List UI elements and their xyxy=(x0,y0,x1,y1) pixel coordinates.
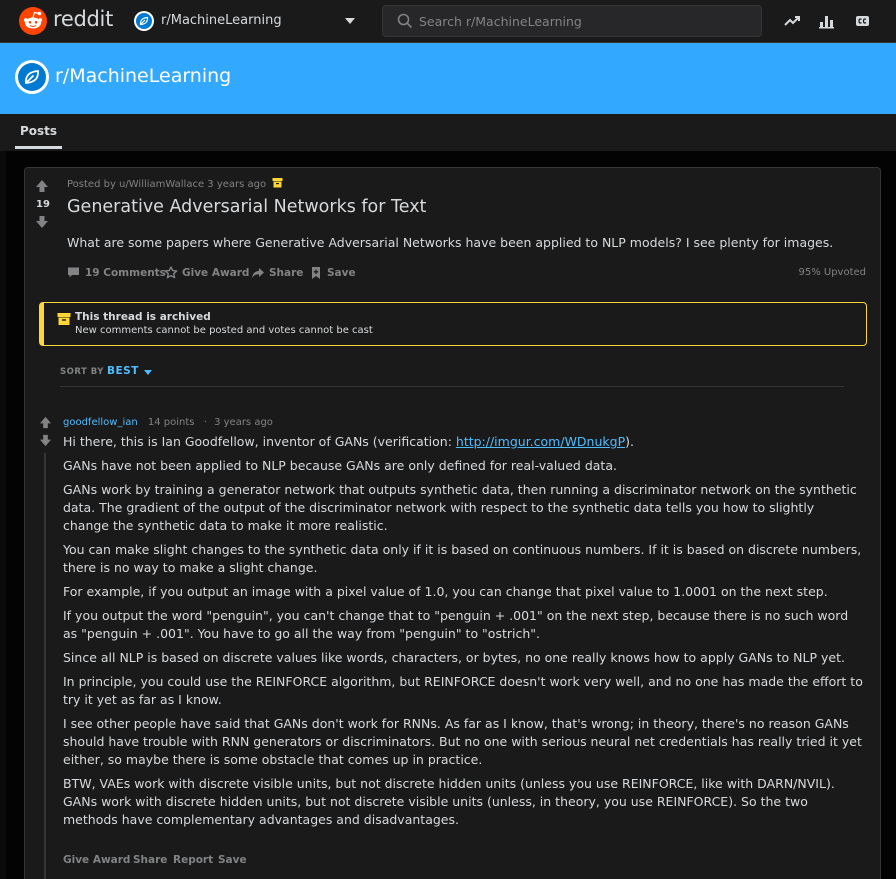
comment-paragraph: Since all NLP is based on discrete values like words, characters, or bytes, no one really knows how to apply GANs to NLP yet. xyxy=(63,650,845,665)
archived-notice xyxy=(39,302,867,346)
comment-share-button[interactable]: Share xyxy=(133,854,168,866)
subreddit-icon xyxy=(134,11,154,31)
award-icon xyxy=(164,266,178,280)
comment-upvote-arrow-icon[interactable] xyxy=(39,416,52,429)
comment-time: 3 years ago xyxy=(214,417,273,428)
post-title[interactable]: Generative Adversarial Networks for Text xyxy=(67,197,427,217)
search-bar[interactable] xyxy=(382,5,762,37)
comment-downvote-arrow-icon[interactable] xyxy=(39,434,52,447)
comment-paragraph: GANs work by training a generator network that outputs synthetic data, then running a discriminator network on the synthetic data. The gradient of the output of the discriminator network with respect to the synthetic data tells you how to slightly change the synthetic data to make it more realistic. xyxy=(63,482,857,533)
community-banner xyxy=(0,43,896,114)
meta-separator: · xyxy=(203,417,207,428)
downvote-arrow-icon[interactable] xyxy=(35,215,49,229)
share-icon xyxy=(251,266,265,280)
divider xyxy=(60,386,844,387)
verification-link[interactable]: http://imgur.com/WDnukgP xyxy=(455,434,626,449)
post-card: 19 Posted by u/WilliamWallace 3 years ago Generative Adversarial Networks for Text What are some papers where Generative Adversarial Networks have been applied to NLP models? I see plenty for images. 19 Comments Give Award Share Save 95% Upvoted This thread is archived New comments cannot be posted and votes cannot be cast SORT BY BEST goodfellow_ian 14 points · 3 years ago Hi there, this is Ian Goodfellow, inventor of GANs (verification: http://imgur.com/WDnukgP). GANs have not been applied to NLP because GANs are only defined for real-valued data. GANs work by training a generator network that outputs synthetic data, then running a discriminator network on the synthetic data. The gradient of the output of the discriminator network with respect to the synthetic data tells you how to slightly change the synthetic data to make it more realistic. You can make slight changes to the synthetic data only if it is based on continuous numbers. If it is based on discrete numbers, there is no way to make a slight change. For example, if you output an image with a pixel value of 1.0, you can change that pixel value to 1.0001 on the next step. If you output the word "penguin", you can't change that to "penguin + .001" on the next step, because there is no such word as "penguin + .001". You have to go all the way from "penguin" to "ostrich". Since all NLP is based on discrete values like words, characters, or bytes, no one really knows how to apply GANs to NLP yet. In principle, you could use the REINFORCE algorithm, but REINFORCE doesn't work very well, and no one has made the effort to try it yet as far as I know. I see other people have said that GANs don't work for RNNs. As far as I know, that's wrong; in theory, there's no reason GANs should have trouble with RNN generators or discriminators. But no one with serious neural net credentials has really tried it yet either, so maybe there is some obstacle that comes up in practice. BTW, VAEs work with discrete visible units, but not discrete hidden units (unless you use REINFORCE, like with DARN/NVIL). GANs work with discrete hidden units, but not discrete visible units (unless, in theory, you use REINFORCE). So the two methods have complementary advantages and disadvantages. Give Award Share Report Save xyxy=(24,167,881,879)
comment-paragraph: For example, if you output an image with a pixel value of 1.0, you can change that pixel value to 1.0001 on the next step. xyxy=(63,584,828,599)
comment-paragraph: In principle, you could use the REINFORCE algorithm, but REINFORCE doesn't work very well, and no one has made the effort to try it yet as far as I know. xyxy=(63,674,863,707)
comment-icon xyxy=(67,266,80,279)
archived-icon xyxy=(272,177,283,188)
community-selector-label: r/MachineLearning xyxy=(161,13,282,28)
reddit-wordmark[interactable]: reddit xyxy=(53,7,114,31)
background-strip xyxy=(0,151,6,879)
subreddit-icon xyxy=(15,60,49,94)
top-navigation-bar xyxy=(0,0,896,43)
comment-thread-line[interactable] xyxy=(44,453,46,879)
active-tab-indicator xyxy=(15,146,62,149)
search-icon xyxy=(397,13,413,29)
bookmark-icon xyxy=(310,266,322,280)
post-body: What are some papers where Generative Adversarial Networks have been applied to NLP models? I see plenty for images. xyxy=(67,235,834,250)
comment-author[interactable]: goodfellow_ian xyxy=(63,417,138,428)
comment-give-award-button[interactable]: Give Award xyxy=(63,854,131,866)
archived-title: This thread is archived xyxy=(75,311,211,323)
posted-by-text[interactable]: Posted by u/WilliamWallace 3 years ago xyxy=(67,179,267,190)
stats-icon[interactable] xyxy=(818,12,836,30)
community-tab-bar xyxy=(0,114,896,151)
comment-meta xyxy=(63,417,273,428)
comment-save-button[interactable]: Save xyxy=(218,854,247,866)
post-score: 19 xyxy=(36,199,50,210)
comment-paragraph: BTW, VAEs work with discrete visible units, but not discrete hidden units (unless you use REINFORCE, like with DARN/NVIL). GANs work with discrete hidden units, but not discrete visible units (unless, in theory, you use REINFORCE). So the two methods have complementary advantages and disadvantages. xyxy=(63,776,835,827)
archived-subtitle: New comments cannot be posted and votes cannot be cast xyxy=(75,325,373,336)
comment-points: 14 points xyxy=(147,417,195,428)
community-selector[interactable] xyxy=(124,4,368,38)
trending-icon[interactable] xyxy=(783,12,801,30)
upvote-ratio: 95% Upvoted xyxy=(798,267,866,278)
comment-paragraph: I see other people have said that GANs don't work for RNNs. As far as I know, that's wrong; in theory, there's no reason GANs should have trouble with RNN generators or discriminators. But no one with serious neural net credentials has really tried it yet either, so maybe there is some obstacle that comes up in practice. xyxy=(63,716,862,767)
comment-report-button[interactable]: Report xyxy=(173,854,214,866)
closed-caption-icon[interactable] xyxy=(854,12,872,30)
sort-label: SORT BY xyxy=(60,367,104,377)
post-meta xyxy=(67,177,283,190)
archive-box-icon xyxy=(57,312,71,326)
comment-paragraph: You can make slight changes to the synthetic data only if it is based on continuous numbers. If it is based on discrete numbers, there is no way to make a slight change. xyxy=(63,542,862,575)
search-input[interactable] xyxy=(419,11,749,31)
upvote-arrow-icon[interactable] xyxy=(35,179,49,193)
caret-down-icon[interactable] xyxy=(144,370,152,375)
chevron-down-icon xyxy=(345,18,355,24)
comment-paragraph: Hi there, this is Ian Goodfellow, inventor of GANs (verification: http://imgur.com/WDnukgP). xyxy=(63,434,634,449)
comment-paragraph: If you output the word "penguin", you can't change that to "penguin + .001" on the next step, because there is no such word as "penguin + .001". You have to go all the way from "penguin" to "ostrich". xyxy=(63,608,849,641)
comment-paragraph: GANs have not been applied to NLP because GANs are only defined for real-valued data. xyxy=(63,458,617,473)
sort-value[interactable]: BEST xyxy=(107,365,139,377)
comment-body xyxy=(63,433,863,829)
community-title: r/MachineLearning xyxy=(55,65,232,87)
tab-posts[interactable]: Posts xyxy=(19,124,58,138)
reddit-logo-icon[interactable] xyxy=(19,7,47,35)
